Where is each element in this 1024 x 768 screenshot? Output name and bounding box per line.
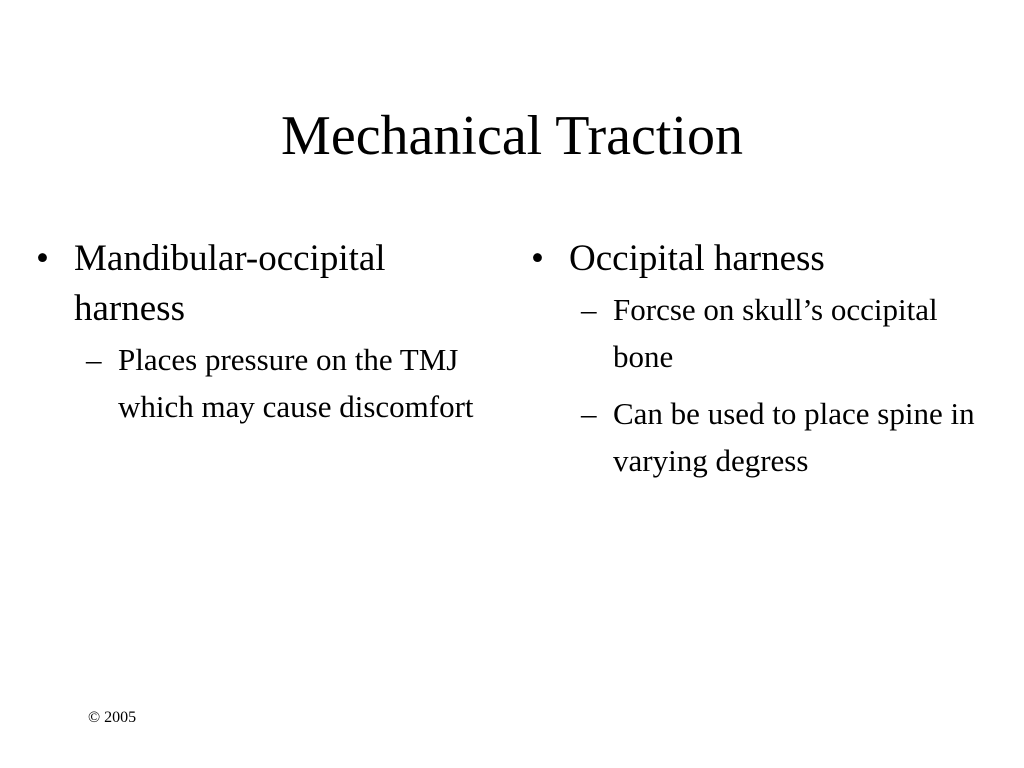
left-column [36,234,496,440]
sub-bullet-item [531,286,991,380]
sub-bullet-item [531,390,991,484]
bullet-item [531,234,991,284]
dash-mark: – [581,396,597,431]
slide-title: Mechanical Traction [281,105,743,167]
bullet-mark: • [531,238,544,279]
sub-bullet-item [36,336,496,430]
bullet-text: Mandibular-occipital harness [74,238,386,329]
sub-bullet-list [36,336,496,430]
bullet-item [36,234,496,334]
sub-bullet-text: Places pressure on the TMJ which may cause discomfort [118,342,474,424]
right-column [531,234,991,494]
sub-bullet-list [531,286,991,484]
dash-mark: – [86,342,102,377]
sub-bullet-text: Forcse on skull’s occipital bone [613,292,938,374]
bullet-mark: • [36,238,49,279]
sub-bullet-text: Can be used to place spine in varying degress [613,396,975,478]
copyright-footer: © 2005 [88,709,137,726]
bullet-text: Occipital harness [569,238,825,279]
dash-mark: – [581,292,597,327]
